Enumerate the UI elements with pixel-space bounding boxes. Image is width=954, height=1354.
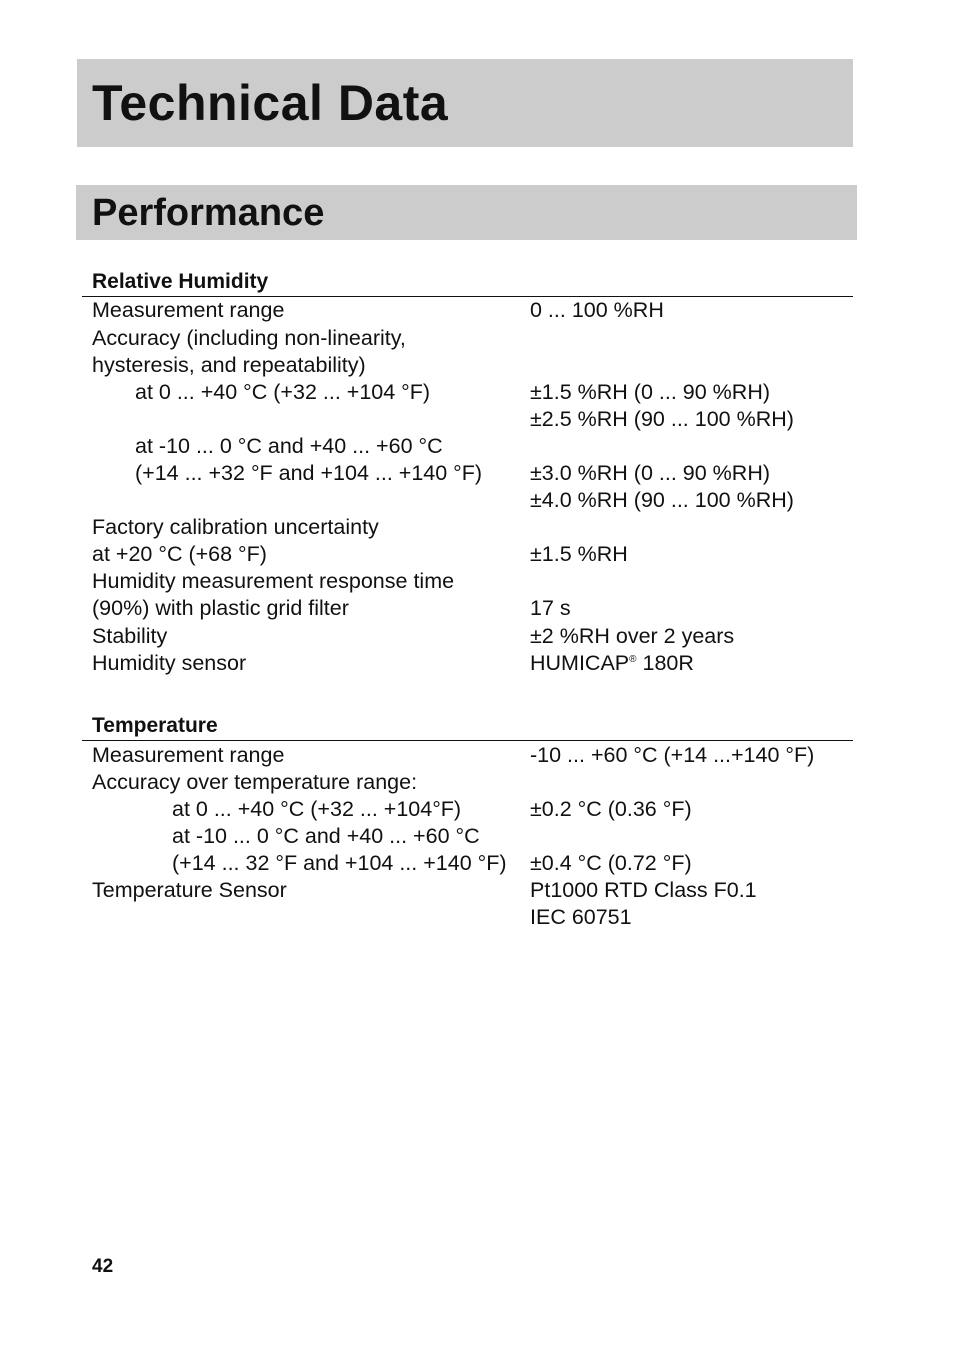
- rh-accuracy-condition-2b: (+14 ... +32 °F and +104 ... +140 °F): [135, 461, 483, 485]
- temp-measurement-range-label: Measurement range: [92, 743, 285, 767]
- temp-accuracy-value-2: ±0.4 °C (0.72 °F): [530, 851, 692, 875]
- temp-accuracy-label: Accuracy over temperature range:: [92, 770, 418, 794]
- temp-sensor-label: Temperature Sensor: [92, 878, 287, 902]
- rh-accuracy-value-2b: ±4.0 %RH (90 ... 100 %RH): [530, 488, 794, 512]
- rh-calibration-label-line1: Factory calibration uncertainty: [92, 515, 379, 539]
- section-banner: [76, 185, 857, 240]
- rh-accuracy-value-1a: ±1.5 %RH (0 ... 90 %RH): [530, 380, 771, 404]
- temperature-heading: Temperature: [92, 714, 218, 737]
- rh-accuracy-label-line2: hysteresis, and repeatability): [92, 353, 366, 377]
- temp-accuracy-condition-2a: at -10 ... 0 °C and +40 ... +60 °C: [172, 824, 480, 848]
- temp-accuracy-condition-2b: (+14 ... 32 °F and +104 ... +140 °F): [172, 851, 507, 875]
- title-banner: [77, 59, 853, 147]
- rh-measurement-range-value: 0 ... 100 %RH: [530, 298, 664, 322]
- rh-accuracy-condition-2a: at -10 ... 0 °C and +40 ... +60 °C: [135, 434, 443, 458]
- temp-accuracy-value-1: ±0.2 °C (0.36 °F): [530, 797, 692, 821]
- rh-sensor-label: Humidity sensor: [92, 651, 247, 675]
- temp-sensor-value-line2: IEC 60751: [530, 905, 632, 929]
- rh-response-label-line2: (90%) with plastic grid filter: [92, 596, 349, 620]
- rh-sensor-model: 180R: [636, 651, 694, 675]
- rh-calibration-value: ±1.5 %RH: [530, 542, 628, 566]
- registered-mark: ®: [629, 654, 637, 665]
- page-number: 42: [92, 1256, 114, 1277]
- temp-sensor-value-line1: Pt1000 RTD Class F0.1: [530, 878, 757, 902]
- rh-response-value: 17 s: [530, 596, 571, 620]
- section-title: Performance: [92, 192, 325, 234]
- rh-accuracy-value-2a: ±3.0 %RH (0 ... 90 %RH): [530, 461, 771, 485]
- page-title: Technical Data: [92, 75, 449, 131]
- temp-measurement-range-value: -10 ... +60 °C (+14 ...+140 °F): [530, 743, 815, 767]
- rh-sensor-value: [530, 650, 694, 676]
- rh-stability-label: Stability: [92, 624, 168, 648]
- rh-stability-value: ±2 %RH over 2 years: [530, 624, 735, 648]
- temperature-rule: [82, 740, 853, 741]
- relative-humidity-heading: Relative Humidity: [92, 270, 269, 293]
- rh-accuracy-value-1b: ±2.5 %RH (90 ... 100 %RH): [530, 407, 794, 431]
- rh-accuracy-label-line1: Accuracy (including non-linearity,: [92, 326, 406, 350]
- rh-accuracy-condition-1: at 0 ... +40 °C (+32 ... +104 °F): [135, 380, 431, 404]
- rh-sensor-name: HUMICAP: [530, 651, 630, 675]
- temp-accuracy-condition-1: at 0 ... +40 °C (+32 ... +104°F): [172, 797, 462, 821]
- rh-measurement-range-label: Measurement range: [92, 298, 285, 322]
- rh-response-label-line1: Humidity measurement response time: [92, 569, 455, 593]
- rh-calibration-label-line2: at +20 °C (+68 °F): [92, 542, 267, 566]
